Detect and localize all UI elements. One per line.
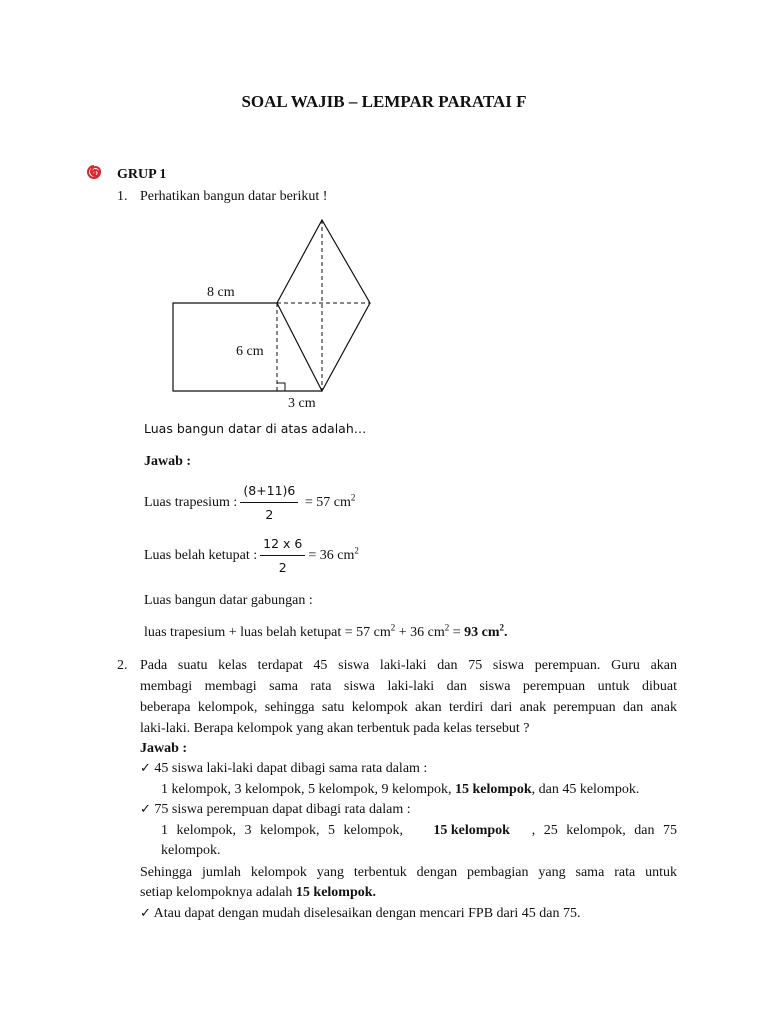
q2-check-1-detail-bold: 15 kelompok [454, 782, 532, 797]
trapezoid-formula [144, 482, 355, 524]
q2-check-1-detail-pre: 1 kelompok, 3 kelompok, 5 kelompok, 9 kelompok, [161, 782, 455, 797]
right-angle-marker [277, 383, 285, 391]
checkmark-icon: ✓ [140, 906, 151, 921]
q2-check-1 [140, 760, 427, 778]
q2-conclusion-line-1: Sehingga jumlah kelompok yang terbentuk dengan pembagian yang sama rata untuk [140, 865, 677, 880]
q2-line-1: Pada suatu kelas terdapat 45 siswa laki-laki dan 75 siswa perempuan. Guru akan [140, 658, 677, 673]
rhombus-formula [144, 535, 359, 577]
q1-answer-label: Jawab : [144, 454, 192, 469]
rhombus-outline [277, 220, 370, 391]
final-exp1: 2 [390, 622, 396, 633]
rhombus-denominator: 2 [278, 560, 287, 575]
final-answer [144, 624, 508, 642]
q2-check-2-detail-bold: 15 kelompok [433, 823, 510, 838]
q2-check-3-text: Atau dapat dengan mudah diselesaikan dengan mencari FPB dari 45 dan 75. [153, 906, 581, 921]
final-eq: = [449, 625, 465, 640]
q2-check-1-text: 45 siswa laki-laki dapat dibagi sama rata dalam : [154, 761, 428, 776]
trapezoid-fraction [240, 482, 298, 524]
checkmark-icon: ✓ [140, 802, 151, 817]
q2-check-1-detail-post: , dan 45 kelompok. [531, 782, 640, 797]
final-end: . [504, 625, 508, 640]
q1-question: Luas bangun datar di atas adalah… [144, 421, 367, 436]
rhombus-label: Luas belah ketupat : [144, 548, 258, 563]
composite-shape-figure [160, 210, 390, 415]
trapezoid-result: = 57 cm [304, 495, 351, 510]
rhombus-exp: 2 [354, 545, 359, 556]
rhombus-result: = 36 cm [308, 548, 355, 563]
q2-number: 2. [117, 658, 128, 673]
q2-conclusion-pre: setiap kelompoknya adalah [140, 885, 296, 900]
trapezoid-exp: 2 [350, 492, 356, 503]
final-prefix: luas trapesium + luas belah ketupat = 57 cm [144, 625, 391, 640]
q2-check-2 [140, 801, 411, 819]
final-mid: + 36 cm [395, 625, 445, 640]
trapezoid-numerator: (8+11)6 [240, 482, 298, 503]
q2-line-2: membagi membagi sama rata siswa laki-laki dan siswa perempuan untuk dibuat [140, 679, 677, 694]
q2-check-2-detail-pre: 1 kelompok, 3 kelompok, 5 kelompok, [161, 823, 412, 838]
q2-check-2-detail-post: , 25 kelompok, dan 75 [531, 823, 677, 838]
q2-conclusion-line-2 [140, 884, 376, 902]
q2-conclusion-bold: 15 kelompok. [295, 885, 377, 900]
rhombus-fraction [260, 535, 305, 577]
label-8cm: 8 cm [207, 285, 235, 300]
trapezoid-label: Luas trapesium : [144, 495, 238, 510]
final-exp2: 2 [444, 622, 450, 633]
checkmark-icon: ✓ [140, 761, 151, 776]
q2-check-3 [140, 905, 581, 923]
q1-number: 1. [117, 189, 128, 204]
q2-line-3: beberapa kelompok, sehingga satu kelompok akan terdiri dari anak perempuan dan anak [140, 700, 677, 715]
label-3cm: 3 cm [288, 396, 316, 411]
final-bold-exp: 2 [499, 622, 505, 633]
q2-check-2-detail-cont: kelompok. [161, 843, 221, 858]
q1-prompt: Perhatikan bangun datar berikut ! [140, 189, 328, 204]
rhombus-numerator: 12 x 6 [260, 535, 305, 556]
q2-line-4: laki-laki. Berapa kelompok yang akan terbentuk pada kelas tersebut ? [140, 721, 530, 736]
page-title: SOAL WAJIB – LEMPAR PARATAI F [241, 92, 527, 111]
combined-label: Luas bangun datar gabungan : [144, 593, 313, 608]
q2-check-1-detail [161, 781, 639, 799]
label-6cm: 6 cm [236, 344, 264, 359]
group-heading: GRUP 1 [117, 167, 167, 182]
q2-check-2-text: 75 siswa perempuan dapat dibagi rata dalam : [154, 802, 411, 817]
q2-answer-label: Jawab : [140, 741, 188, 756]
trapezoid-denominator: 2 [265, 507, 274, 522]
swirl-bullet-icon [86, 164, 102, 180]
final-bold: 93 cm [464, 625, 500, 640]
q2-check-2-detail [161, 822, 677, 840]
